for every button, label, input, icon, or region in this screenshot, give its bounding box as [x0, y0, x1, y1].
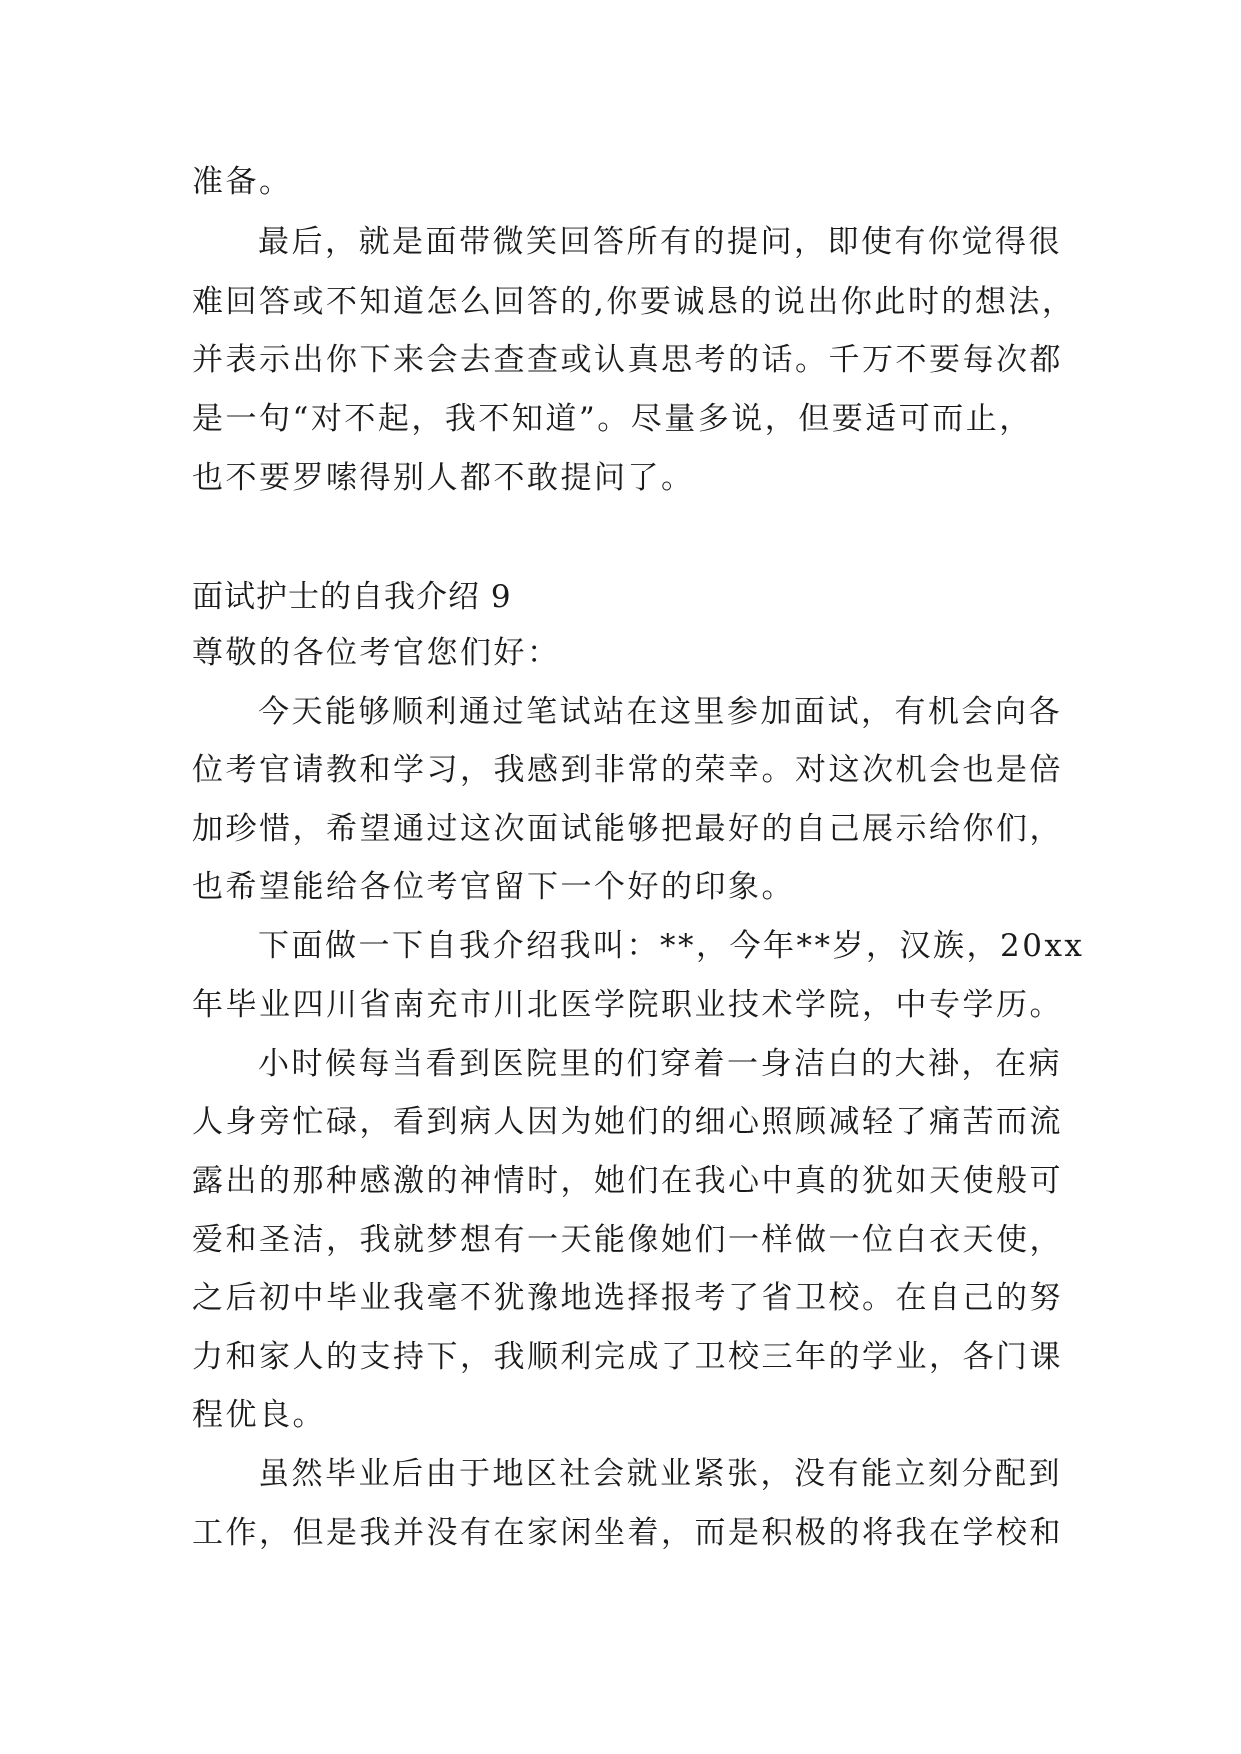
text-line: 是一句“对不起，我不知道”。尽量多说，但要适可而止，	[192, 401, 1033, 437]
paragraph-start: 最后，就是面带微笑回答所有的提问，即使有你觉得很	[258, 224, 1062, 260]
text-line: 并表示出你下来会去查查或认真思考的话。千万不要每次都	[192, 342, 1063, 378]
paragraph-start: 虽然毕业后由于地区社会就业紧张，没有能立刻分配到	[258, 1456, 1062, 1492]
text-line: 也希望能给各位考官留下一个好的印象。	[192, 869, 795, 905]
text-line: 也不要罗嗦得别人都不敢提问了。	[192, 460, 695, 496]
text-line: 准备。	[192, 164, 293, 200]
text-line: 露出的那种感激的神情时，她们在我心中真的犹如天使般可	[192, 1163, 1063, 1199]
text-line: 爱和圣洁，我就梦想有一天能像她们一样做一位白衣天使，	[192, 1222, 1063, 1258]
text-line: 力和家人的支持下，我顺利完成了卫校三年的学业，各门课	[192, 1339, 1063, 1375]
section-heading: 面试护士的自我介绍 9	[192, 579, 512, 615]
text-line: 加珍惜，希望通过这次面试能够把最好的自己展示给你们，	[192, 811, 1063, 847]
text-line: 之后初中毕业我毫不犹豫地选择报考了省卫校。在自己的努	[192, 1280, 1063, 1316]
salutation: 尊敬的各位考官您们好：	[192, 635, 561, 671]
paragraph-start: 小时候每当看到医院里的们穿着一身洁白的大褂，在病	[258, 1046, 1062, 1082]
paragraph-start: 下面做一下自我介绍我叫：**，今年**岁，汉族，20xx	[258, 928, 1085, 964]
text-line: 年毕业四川省南充市川北医学院职业技术学院，中专学历。	[192, 987, 1063, 1023]
text-line: 人身旁忙碌，看到病人因为她们的细心照顾减轻了痛苦而流	[192, 1104, 1063, 1140]
text-line: 程优良。	[192, 1397, 326, 1433]
paragraph-start: 今天能够顺利通过笔试站在这里参加面试，有机会向各	[258, 694, 1062, 730]
text-line: 工作，但是我并没有在家闲坐着，而是积极的将我在学校和	[192, 1515, 1063, 1551]
text-line: 位考官请教和学习，我感到非常的荣幸。对这次机会也是倍	[192, 752, 1063, 788]
text-line: 难回答或不知道怎么回答的,你要诚恳的说出你此时的想法，	[192, 284, 1076, 320]
